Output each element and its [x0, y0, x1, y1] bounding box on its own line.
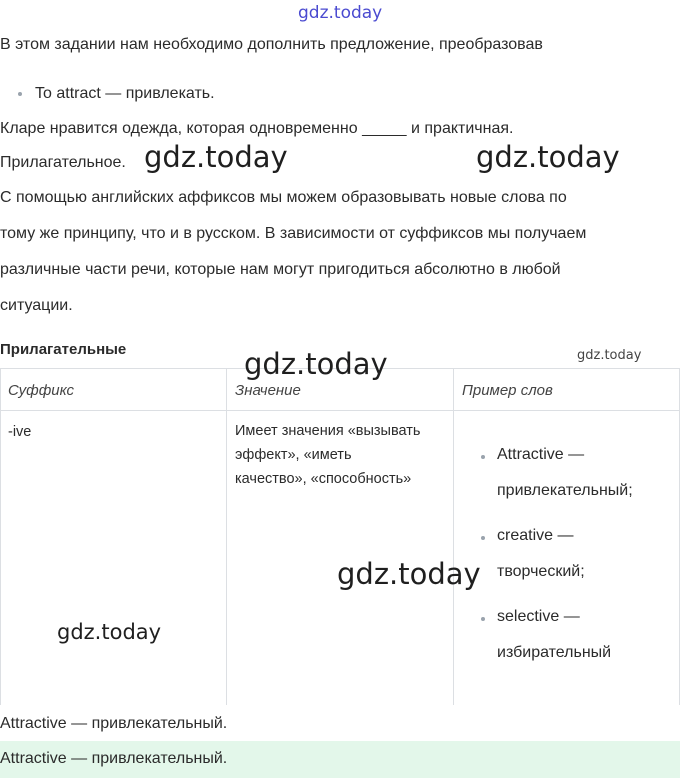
table-border	[0, 368, 1, 705]
example-translation: привлекательный;	[497, 482, 633, 499]
bullet-dot-icon	[481, 536, 485, 540]
header-examples: Пример слов	[462, 382, 553, 399]
bullet-dot-icon	[481, 617, 485, 621]
watermark: gdz.today	[577, 348, 642, 363]
meaning-line: качество», «способность»	[235, 471, 412, 487]
example-translation: творческий;	[497, 563, 585, 580]
table-border	[0, 410, 680, 411]
suffix-table	[0, 368, 680, 705]
header-suffix: Суффикс	[8, 382, 74, 399]
answer-text: Attractive — привлекательный.	[0, 750, 228, 767]
bullet-dot-icon	[481, 455, 485, 459]
watermark: gdz.today	[244, 347, 388, 381]
table-border	[226, 368, 227, 705]
paragraph-line: тому же принципу, что и в русском. В зависимости от суффиксов мы получаем	[0, 225, 587, 242]
result-text: Attractive — привлекательный.	[0, 715, 228, 732]
bullet-item: To attract — привлекать.	[35, 85, 215, 102]
paragraph-line: различные части речи, которые нам могут пригодиться абсолютно в любой	[0, 261, 561, 278]
paragraph-line: ситуации.	[0, 297, 73, 314]
example-word: Attractive —	[497, 446, 585, 463]
suffix-cell: -ive	[8, 424, 32, 440]
watermark-top: gdz.today	[298, 3, 383, 23]
meaning-line: эффект», «иметь	[235, 447, 352, 463]
watermark: gdz.today	[476, 140, 620, 174]
part-of-speech: Прилагательное.	[0, 154, 126, 171]
watermark: gdz.today	[57, 620, 162, 644]
watermark: gdz.today	[144, 140, 288, 174]
example-word: selective —	[497, 608, 580, 625]
example-word: creative —	[497, 527, 574, 544]
table-title: Прилагательные	[0, 341, 127, 358]
bullet-dot-icon	[18, 92, 22, 96]
header-meaning: Значение	[235, 382, 301, 399]
meaning-line: Имеет значения «вызывать	[235, 423, 421, 439]
sentence-text: Кларе нравится одежда, которая одновременно _____ и практичная.	[0, 120, 514, 137]
answer-box	[0, 741, 680, 778]
intro-text: В этом задании нам необходимо дополнить предложение, преобразовав	[0, 36, 543, 53]
table-border	[453, 368, 454, 705]
paragraph-line: С помощью английских аффиксов мы можем образовывать новые слова по	[0, 189, 567, 206]
watermark: gdz.today	[337, 557, 481, 591]
example-translation: избирательный	[497, 644, 612, 661]
